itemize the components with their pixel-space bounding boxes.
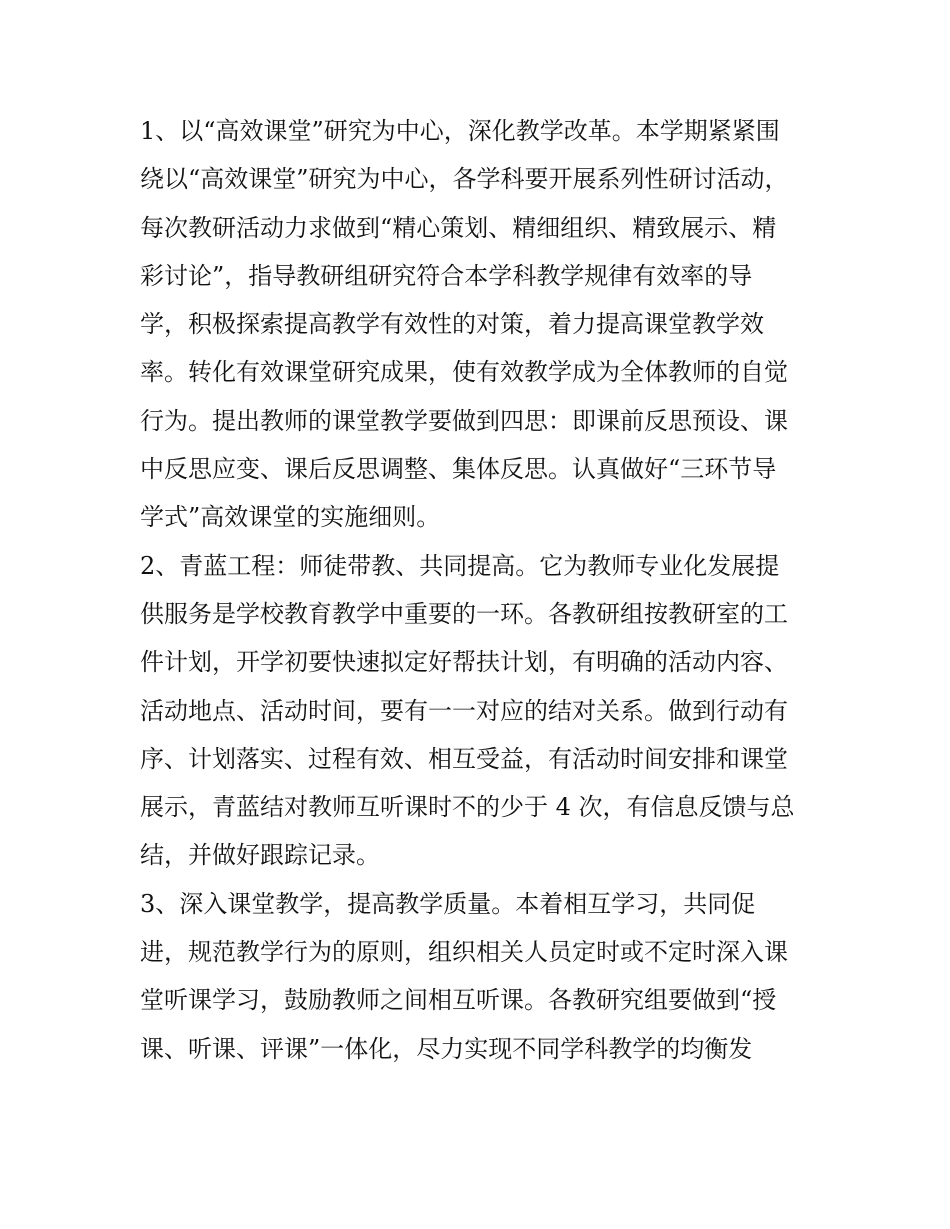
body-text <box>140 107 820 1073</box>
text-line-1: 1、以“高效课堂”研究为中心，深化教学改革。本学期紧紧围 <box>140 117 780 145</box>
text-line-3: 每次教研活动力求做到“精心策划、精细组织、精致展示、精 <box>140 213 777 242</box>
text-line-6: 率。转化有效课堂研究成果，使有效教学成为全体教师的自觉 <box>140 358 788 387</box>
text-line-11: 供服务是学校教育教学中重要的一环。各教研组按教研室的工 <box>140 599 788 628</box>
text-line-2: 绕以“高效课堂”研究为中心，各学科要开展系列性研讨活动， <box>140 165 789 194</box>
text-line-13: 活动地点、活动时间，要有一一对应的结对关系。做到行动有 <box>140 696 788 725</box>
text-line-9: 学式”高效课堂的实施细则。 <box>140 503 441 532</box>
text-line-15: 展示，青蓝结对教师互听课时不的少于 4 次，有信息反馈与总 <box>140 793 795 822</box>
text-line-10: 2、青蓝工程：师徒带教、共同提高。它为教师专业化发展提 <box>140 551 780 580</box>
text-line-12: 件计划，开学初要快速拟定好帮扶计划，有明确的活动内容、 <box>140 648 788 677</box>
text-line-17: 3、深入课堂教学，提高教学质量。本着相互学习，共同促 <box>140 889 756 918</box>
text-line-8: 中反思应变、课后反思调整、集体反思。认真做好“三环节导 <box>140 455 777 484</box>
text-line-20: 课、听课、评课”一体化，尽力实现不同学科教学的均衡发 <box>140 1034 753 1063</box>
text-line-18: 进，规范教学行为的原则，组织相关人员定时或不定时深入课 <box>140 938 788 967</box>
text-line-7: 行为。提出教师的课堂教学要做到四思：即课前反思预设、课 <box>140 406 788 435</box>
text-line-5: 学，积极探索提高教学有效性的对策，着力提高课堂教学效 <box>140 310 764 339</box>
text-line-4: 彩讨论”，指导教研组研究符合本学科教学规律有效率的导 <box>140 261 753 290</box>
text-line-14: 序、计划落实、过程有效、相互受益，有活动时间安排和课堂 <box>140 744 788 773</box>
text-line-16: 结，并做好跟踪记录。 <box>140 841 380 870</box>
text-line-19: 堂听课学习，鼓励教师之间相互听课。各教研究组要做到“授 <box>140 986 777 1015</box>
